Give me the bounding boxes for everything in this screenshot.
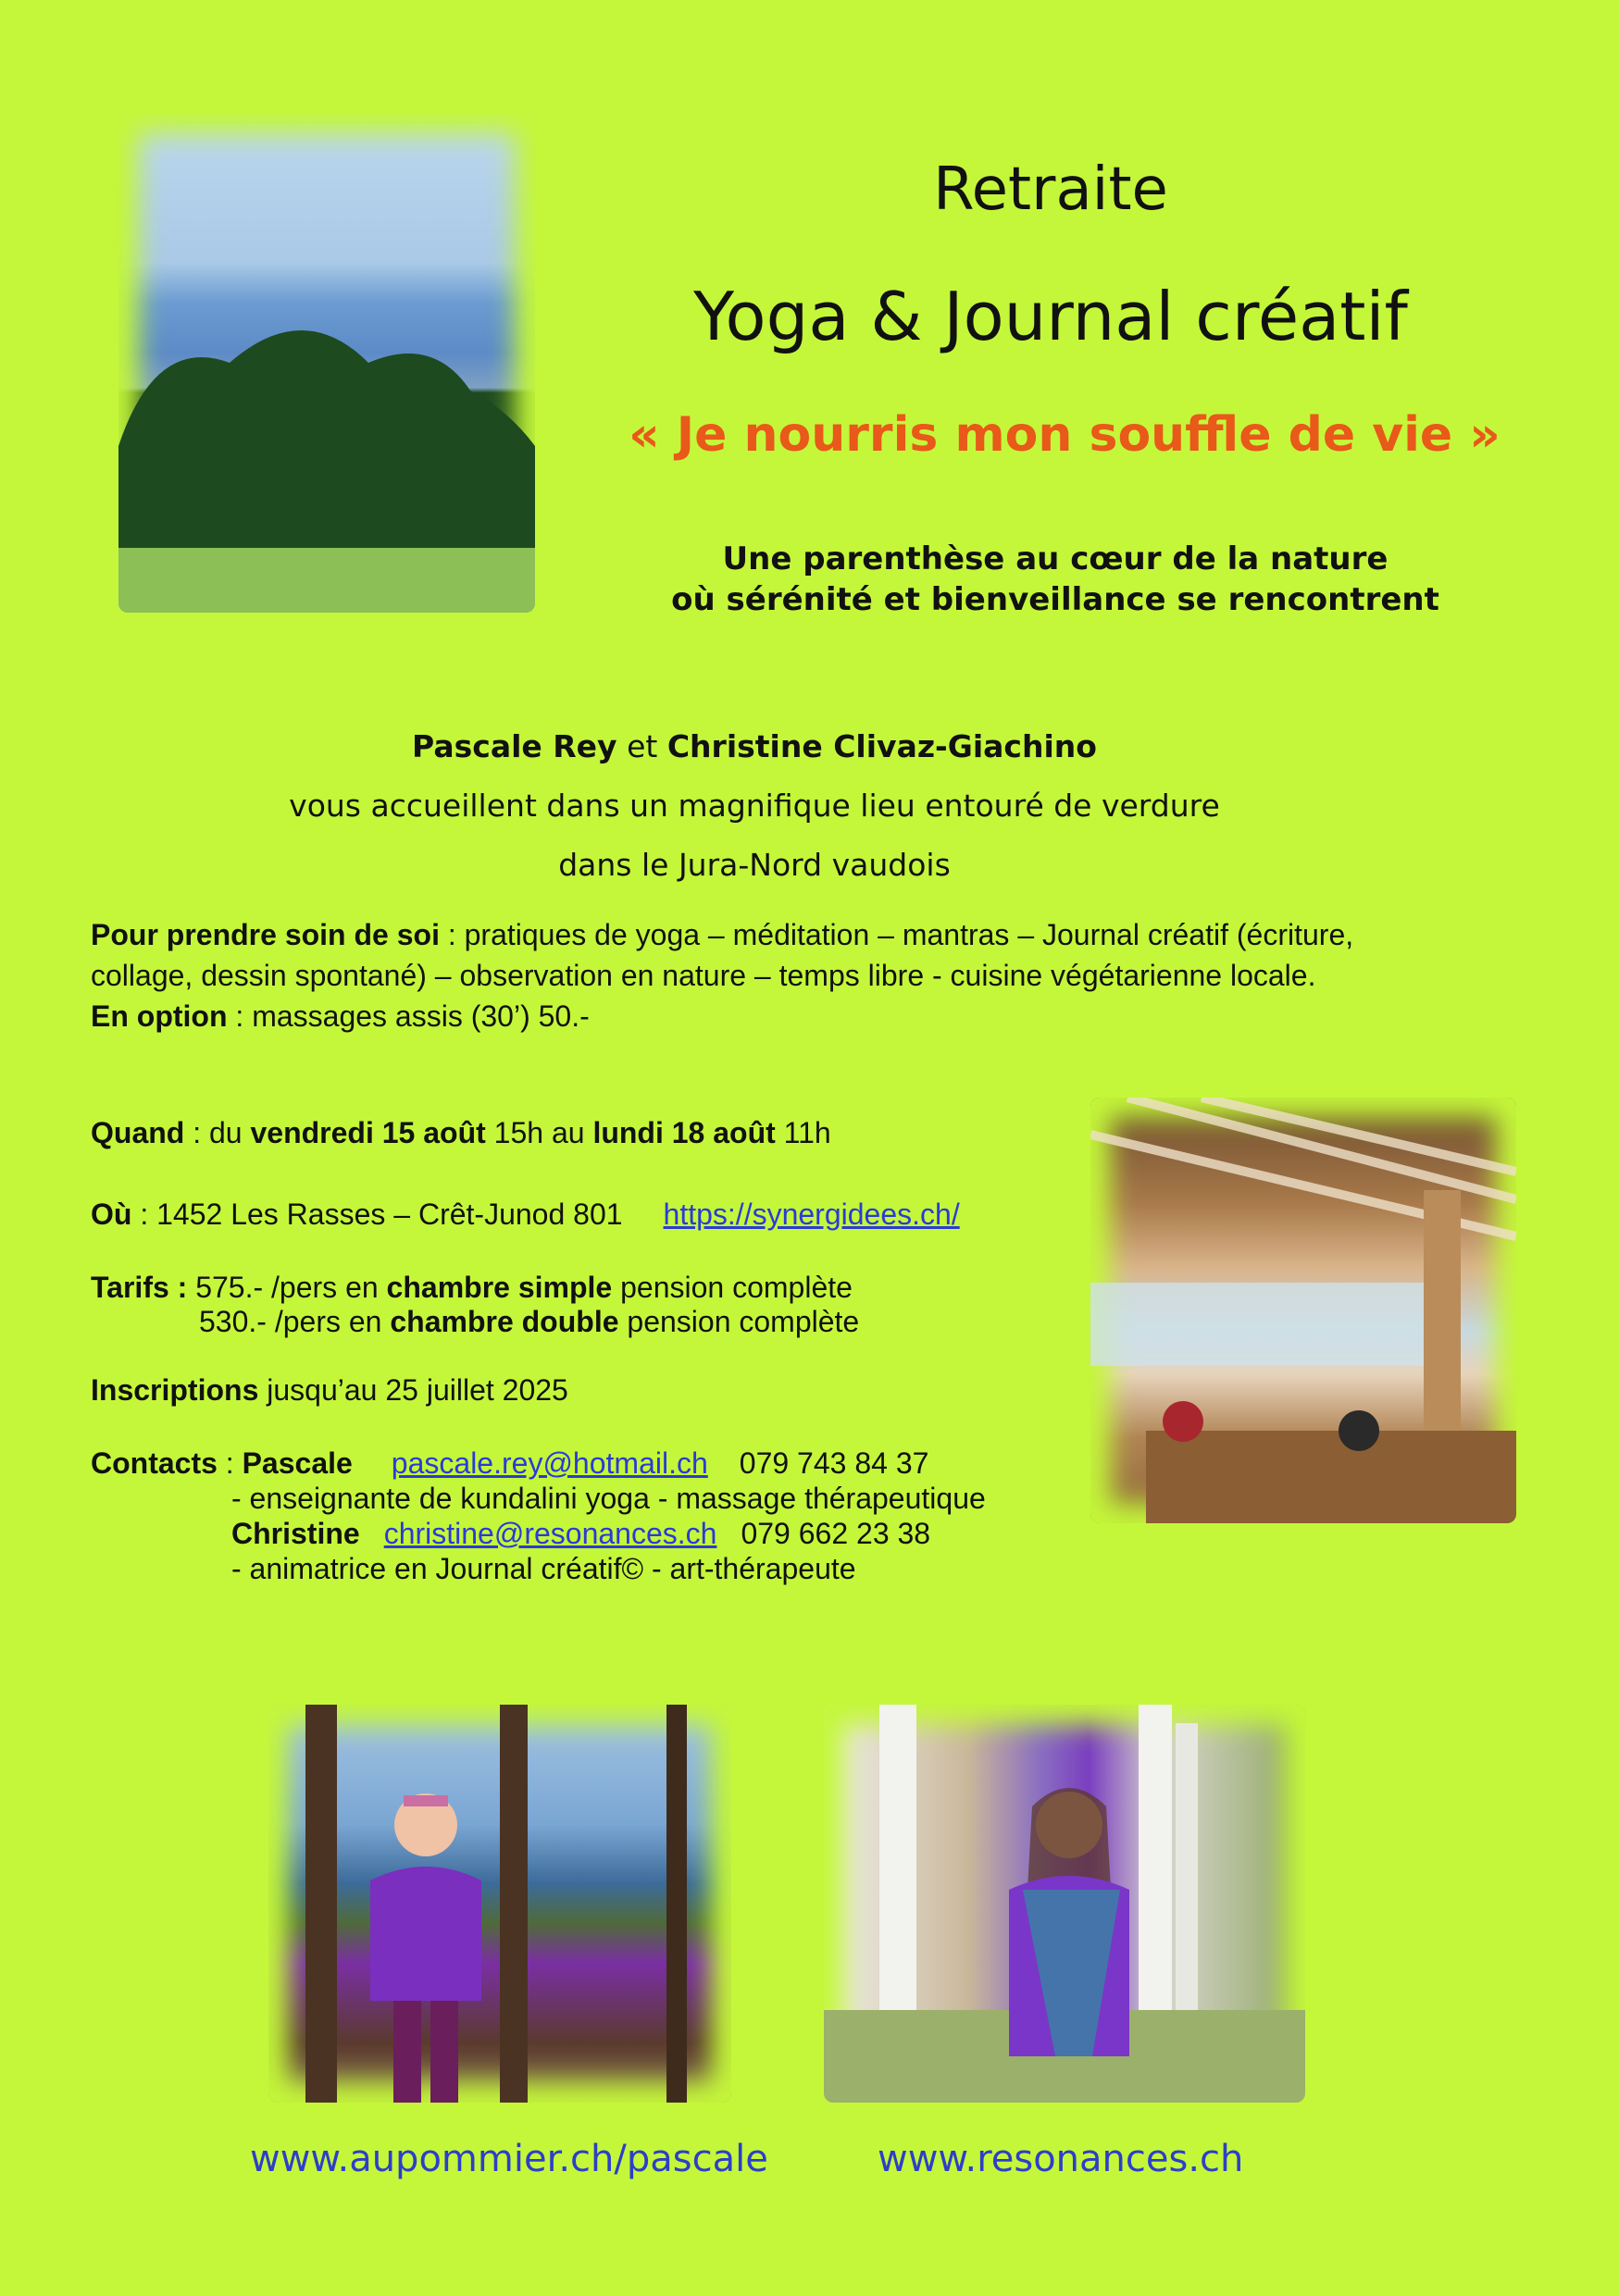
care-line2: collage, dessin spontané) – observation en nature – temps libre - cuisine végétarienne locale. [91, 959, 1316, 992]
title-line2: Yoga & Journal créatif [693, 278, 1408, 355]
contacts-label: Contacts [91, 1446, 218, 1480]
contacts-line1 [91, 1446, 928, 1481]
pascale-photo [268, 1705, 731, 2103]
hosts-line3: dans le Jura-Nord vaudois [558, 847, 951, 883]
when-start-time: 15h au [485, 1116, 593, 1149]
signup-line [91, 1372, 568, 1408]
title-line1: Retraite [933, 155, 1168, 224]
hosts-line2: vous accueillent dans un magnifique lieu entouré de verdure [289, 788, 1220, 824]
care-text-1: : pratiques de yoga – méditation – mantras – Journal créatif (écriture, [439, 918, 1354, 951]
host-name-1: Pascale Rey [412, 728, 617, 764]
contacts-sep: : [217, 1446, 243, 1480]
contact-pascale-email-link[interactable]: pascale.rey@hotmail.ch [391, 1446, 708, 1480]
footer-site-resonances-link[interactable]: www.resonances.ch [878, 2138, 1244, 2180]
option-label: En option [91, 999, 228, 1033]
landscape-photo [118, 113, 535, 613]
rate2-price: 530.- /pers en [199, 1305, 391, 1338]
when-sep: : du [184, 1116, 251, 1149]
contact-christine-phone: 079 662 23 38 [741, 1517, 931, 1550]
hosts-and: et [627, 728, 658, 764]
rate1-tail: pension complète [612, 1271, 853, 1304]
when-end-day: lundi 18 août [592, 1116, 776, 1149]
rates-line1 [91, 1270, 853, 1305]
hosts-line1 [185, 717, 1324, 776]
contact-christine-email-link[interactable]: christine@resonances.ch [383, 1517, 717, 1550]
where-address: : 1452 Les Rasses – Crêt-Junod 801 [131, 1198, 623, 1231]
option-text: : massages assis (30’) 50.- [227, 999, 590, 1033]
care-label: Pour prendre soin de soi [91, 918, 440, 951]
contact-pascale-name: Pascale [242, 1446, 353, 1480]
rates-label: Tarifs : [91, 1271, 188, 1304]
rate2-room: chambre double [390, 1305, 619, 1338]
rate2-tail: pension complète [618, 1305, 860, 1338]
room-photo [1090, 1098, 1516, 1523]
contact-pascale-phone: 079 743 84 37 [739, 1446, 929, 1480]
when-label: Quand [91, 1116, 185, 1149]
where-label: Où [91, 1198, 132, 1231]
signup-label: Inscriptions [91, 1373, 259, 1407]
contacts-line3 [231, 1516, 930, 1551]
rate1-room: chambre simple [386, 1271, 613, 1304]
hosts [185, 717, 1324, 895]
contact-christine-role: - animatrice en Journal créatif© - art-thérapeute [231, 1552, 856, 1585]
care-section [91, 914, 1461, 1036]
tagline-line1: Une parenthèse au cœur de la nature [722, 540, 1389, 577]
option-line [91, 996, 1461, 1036]
footer-site-pascale-link[interactable]: www.aupommier.ch/pascale [250, 2138, 768, 2180]
quote: « Je nourris mon souffle de vie » [629, 407, 1501, 463]
care-line1 [91, 914, 1461, 955]
rates-line2 [199, 1304, 859, 1339]
signup-text: jusqu’au 25 juillet 2025 [258, 1373, 568, 1407]
tagline-line2: où sérénité et bienveillance se rencontrent [671, 581, 1439, 618]
christine-photo [824, 1705, 1305, 2103]
when-end-time: 11h [775, 1116, 831, 1149]
when-start-day: vendredi 15 août [250, 1116, 486, 1149]
rate1-price: 575.- /pers en [187, 1271, 387, 1304]
where-url-link[interactable]: https://synergidees.ch/ [663, 1198, 960, 1231]
host-name-2: Christine Clivaz-Giachino [666, 728, 1097, 764]
contact-christine-name: Christine [231, 1517, 360, 1550]
when-line [91, 1115, 831, 1150]
contact-pascale-role: - enseignante de kundalini yoga - massage thérapeutique [231, 1482, 986, 1515]
tagline [648, 539, 1463, 620]
where-line [91, 1197, 960, 1232]
